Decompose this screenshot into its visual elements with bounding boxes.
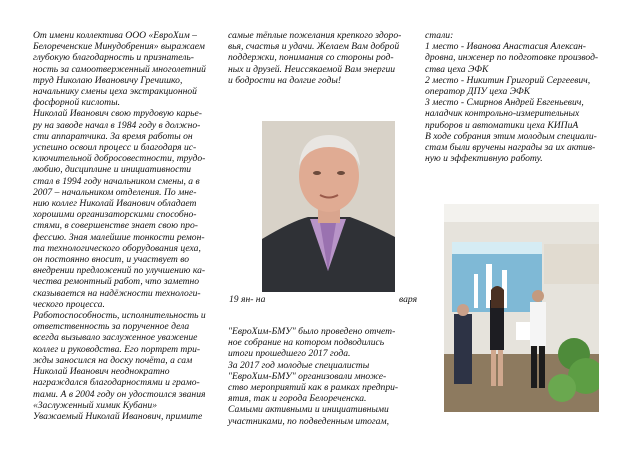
paragraph-meeting: "ЕвроХим-БМУ" было проведено отчет- ное собрание на котором подводились итоги прошедшего 2017 года. За 2017 год молодые специалисты "ЕвроХим-БМУ" организовали множе- ство мероприятий как в рамках предпри- ятия, так и города Белореченска. Самыми активными и инициативными участниками, по подведенным итогам, [228, 326, 399, 427]
paragraph-career: Николай Иванович свою трудовую карье- ру на заводе начал в 1984 году в должно- сти аппаратчика. За время работы он успешно освоил процесс и благодаря ис- ключительной добросовестности, трудо- любию, дисциплине и инициативности стал в 1994 году начальником смены, а в 2007 – начальником отделения. По мне- нию коллег Николай Иванович обладает хорошими организаторскими способно- стями, в совершенстве знает свою про- фессию. Зная малейшие тонкости ремон- та технологического оборудования цеха, он постоянно вносит, и участвует во внедрении предложений по улучшению ка- чества ремонтный работ, что заметно сказывается на надёжности технологи- ческого процесса. [33, 108, 206, 310]
place-2-text: Никитин Григорий Сергеевич, оператор ДПУ цеха ЭФК [425, 74, 591, 98]
paragraph-intro: От имени коллектива ООО «ЕвроХим – Белореченские Минудобрения» выражаем глубокую благодарность и признатель- ность за самоотверженный многолетний труд Николаю Ивановичу Гречишко, начальнику смены цеха экстракционной фосфорной кислоты. [33, 30, 206, 109]
column-1 [33, 30, 221, 422]
place-1-text: Иванова Анастасия Алексан- дровна, инженер по подготовке производ- ства цеха ЭФК [425, 41, 599, 75]
paragraph-recognition: Работоспособность, исполнительность и ответственность за порученное дела всегда вызывало заслуженное уважение коллег и руководства. Его портрет три- жды заносился на доску почёта, а сам Николай Иванович неоднократно награждался благодарностями и грамо- тами. А в 2004 году он удостоился звания «Заслуженный химик Кубани» [33, 310, 206, 411]
paragraph-address: Уважаемый Николай Иванович, примите [33, 410, 203, 422]
place-1-label: 1 место - [425, 41, 467, 53]
place-3 [425, 97, 620, 131]
event-illustration [444, 204, 599, 412]
closing-text: В ходе собрания этим молодым специали- стам были вручены награды за их актив- ную и эффективную работу. [425, 130, 597, 165]
column-2 [228, 30, 418, 86]
intro-text: стали: [425, 30, 454, 41]
paragraph-wishes: самые тёплые пожелания крепкого здоро- вья, счастья и удачи. Желаем Вам доброй поддержки, понимания со стороны род- ных и друзей. Неиссякаемой Вам энергии и бодрости на долгие годы! [228, 30, 402, 86]
place-3-label: 3 место - [425, 97, 467, 109]
place-2-label: 2 место - [425, 74, 467, 86]
date-fragment-left: 19 ян- на [229, 294, 266, 305]
place-3-text: Смирнов Андрей Евгеньевич, наладчик контрольно-измерительных приборов и автоматики цеха КИПиА [425, 97, 584, 131]
place-2 [425, 75, 620, 97]
date-fragment-right: варя [399, 294, 418, 305]
portrait-photo [262, 121, 395, 292]
event-photo [444, 204, 599, 412]
portrait-illustration [262, 121, 395, 292]
column-3 [425, 30, 620, 164]
place-1 [425, 41, 620, 75]
column-2-bottom [228, 326, 416, 427]
